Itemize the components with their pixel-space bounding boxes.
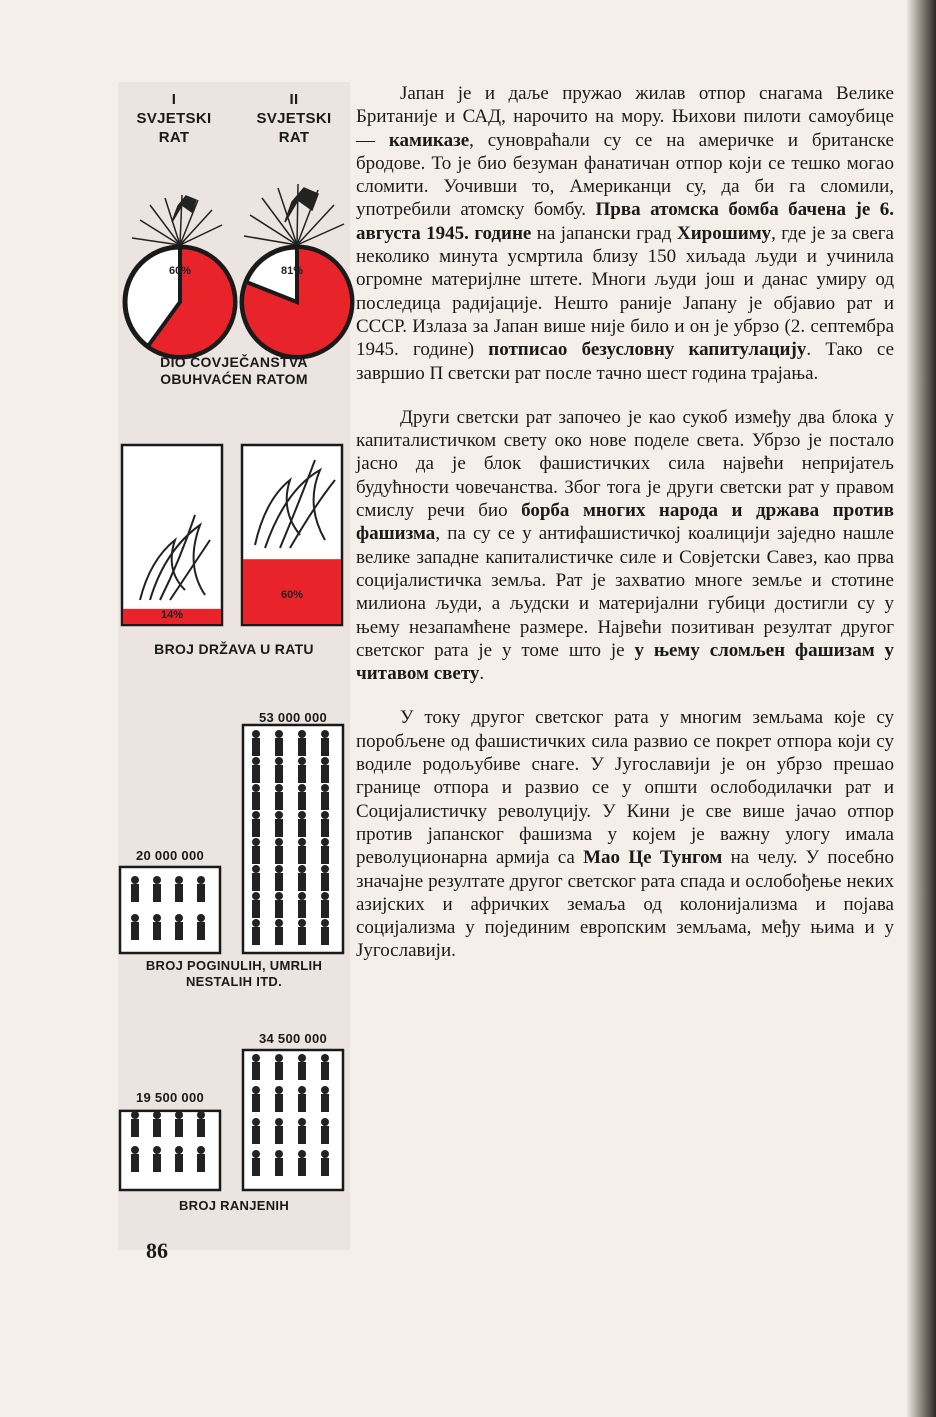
figure-head xyxy=(252,1118,260,1126)
dead-value-1: 20 000 000 xyxy=(135,848,205,863)
paragraph-2 xyxy=(356,406,894,686)
figure-body xyxy=(275,846,283,864)
figure-head xyxy=(298,1150,306,1158)
figure-body xyxy=(275,1158,283,1176)
figure-head xyxy=(175,1111,183,1119)
wounded-value-1: 19 500 000 xyxy=(135,1090,205,1105)
figure-body xyxy=(275,927,283,945)
bold-run-1: камиказе xyxy=(388,129,470,151)
pie-2-label: 81% xyxy=(280,265,304,277)
figure-body xyxy=(275,1062,283,1080)
bold-run-3: Прва атомска бомба бачена је 6. августа 1945. године xyxy=(356,199,895,244)
figure-body xyxy=(252,792,260,810)
figure-head xyxy=(252,784,260,792)
figure-head xyxy=(131,914,139,922)
figure-head xyxy=(321,919,329,927)
figure-head xyxy=(175,1146,183,1154)
figure-head xyxy=(197,876,205,884)
figure-head xyxy=(298,865,306,873)
figure-body xyxy=(321,819,329,837)
figure-head xyxy=(275,919,283,927)
figure-body xyxy=(275,819,283,837)
figure-body xyxy=(298,792,306,810)
figure-body xyxy=(275,873,283,891)
figure-body xyxy=(175,922,183,940)
figure-body xyxy=(153,922,161,940)
text-run-0: У току другог светског рата у многим земљама које су поробљене од фашистичких сила развио се покрет отпора који су водиле родољубиве снаге. У Југославији је он убрзо прешао границе отпора и развио се у општи ослободилачки рат и Социјалистичку револуцију. У Кини је све више јачао отпор против јапанског фашизма у коjем је важну улогу имала револуционарна армија са xyxy=(356,707,894,869)
figure-body xyxy=(275,900,283,918)
figure-body xyxy=(197,1119,205,1137)
figure-head xyxy=(252,757,260,765)
figure-head xyxy=(252,1086,260,1094)
figure-head xyxy=(298,892,306,900)
figure-body xyxy=(197,922,205,940)
figure-head xyxy=(131,876,139,884)
chart3-caption-line2: NESTALIH ITD. xyxy=(185,974,283,989)
figure-head xyxy=(275,865,283,873)
figure-head xyxy=(298,1054,306,1062)
text-run-8: . Тако се завршио П светски рат после тачно шест година трајања. xyxy=(356,339,894,384)
figure-body xyxy=(252,1062,260,1080)
bold-run-1: борба многих народа и држава против фашизма xyxy=(356,500,895,545)
figure-body xyxy=(321,1062,329,1080)
figure-head xyxy=(252,1054,260,1062)
page-edge-shadow xyxy=(906,0,936,1417)
figure-body xyxy=(298,1062,306,1080)
text-run-0: Јапан је и даље пружао жилав отпор снагама Велике Британије и САД, нарочито на мору. Њихови пилоти самоубице — xyxy=(356,83,894,151)
figure-body xyxy=(252,738,260,756)
figure-head xyxy=(131,1111,139,1119)
figure-head xyxy=(252,865,260,873)
bold-run-5: Хирошиму xyxy=(676,222,772,244)
figure-head xyxy=(321,838,329,846)
figure-head xyxy=(275,757,283,765)
explosion-icon-2 xyxy=(244,184,344,245)
figure-body xyxy=(321,927,329,945)
figure-head xyxy=(298,811,306,819)
text-run-2: на челу. У посебно значајне резултате другог светског рата спада и ослобођење неких азијских и афричких земаља од колонијализма и појава социјализма у појединим европским земљама, међу њима и у Југославији. xyxy=(356,847,894,962)
figure-head xyxy=(275,892,283,900)
figure-body xyxy=(131,1119,139,1137)
figure-body xyxy=(153,1119,161,1137)
figure-body xyxy=(252,1126,260,1144)
figure-head xyxy=(298,919,306,927)
figure-head xyxy=(321,1054,329,1062)
figure-body xyxy=(298,1094,306,1112)
figure-head xyxy=(321,784,329,792)
bar-2-label: 60% xyxy=(280,589,304,601)
figure-head xyxy=(275,811,283,819)
figure-head xyxy=(252,838,260,846)
col2-word: SVJETSKI xyxy=(256,110,332,127)
figure-head xyxy=(252,730,260,738)
bold-run-3: у њему сломљен фашизам у читавом свету xyxy=(356,639,894,685)
bar-1-label: 14% xyxy=(160,609,184,621)
chart1-caption xyxy=(118,354,350,388)
figure-body xyxy=(252,819,260,837)
figure-head xyxy=(321,757,329,765)
chart2-caption: BROJ DRŽAVA U RATU xyxy=(154,641,314,657)
figure-head xyxy=(197,914,205,922)
figure-body xyxy=(252,765,260,783)
figure-body xyxy=(321,765,329,783)
figure-body xyxy=(275,792,283,810)
figure-body xyxy=(275,1094,283,1112)
figure-body xyxy=(298,927,306,945)
chart1-caption-line1: DIO ČOVJEČANSTVA xyxy=(160,354,308,370)
figure-head xyxy=(298,838,306,846)
figure-head xyxy=(153,1146,161,1154)
col2-numeral: II xyxy=(289,91,299,108)
figure-head xyxy=(275,730,283,738)
figure-body xyxy=(298,1158,306,1176)
figure-head xyxy=(275,1150,283,1158)
figure-body xyxy=(321,873,329,891)
text-run-4: . xyxy=(479,663,485,685)
figure-head xyxy=(298,757,306,765)
figure-head xyxy=(275,838,283,846)
figure-body xyxy=(175,1119,183,1137)
figure-head xyxy=(197,1111,205,1119)
figure-body xyxy=(298,1126,306,1144)
figure-body xyxy=(298,846,306,864)
dead-value-2: 53 000 000 xyxy=(258,710,328,725)
figure-body xyxy=(321,846,329,864)
figure-body xyxy=(252,1158,260,1176)
figure-body xyxy=(298,900,306,918)
figure-body xyxy=(252,873,260,891)
figure-body xyxy=(298,819,306,837)
figure-head xyxy=(197,1146,205,1154)
text-run-2: , па су се у антифашистичкој коалицији заједно нашле велике западне капиталистичке силе и Совјетски Савез, као прва социјалистичка земља. Рат је захватио многе земље и стотине милиона људи, а људски и материјални губици достигли су у њему незапамћене размере. Највећи позитиван резултат другог светског рата је у томе што је xyxy=(356,523,894,661)
col1-numeral: I xyxy=(171,91,177,108)
figure-head xyxy=(321,892,329,900)
figure-body xyxy=(252,900,260,918)
figure-head xyxy=(175,914,183,922)
figure-head xyxy=(153,914,161,922)
pie-1-label: 60% xyxy=(168,265,192,277)
figure-head xyxy=(321,730,329,738)
figure-head xyxy=(298,1118,306,1126)
figure-head xyxy=(252,892,260,900)
text-run-4: на јапански град xyxy=(531,222,677,244)
col1-word: SVJETSKI xyxy=(136,110,212,127)
figure-body xyxy=(275,738,283,756)
figure-head xyxy=(153,876,161,884)
figure-body xyxy=(298,873,306,891)
figure-body xyxy=(321,738,329,756)
figure-body xyxy=(175,884,183,902)
figure-body xyxy=(298,738,306,756)
figure-body xyxy=(153,1154,161,1172)
chart4-caption: BROJ RANJENIH xyxy=(178,1198,290,1213)
figure-body xyxy=(321,1158,329,1176)
figure-body xyxy=(175,1154,183,1172)
col1-word2: RAT xyxy=(158,129,190,146)
figure-head xyxy=(275,784,283,792)
chart3-caption-line1: BROJ POGINULIH, UMRLIH xyxy=(145,958,323,973)
figure-body xyxy=(275,1126,283,1144)
figure-head xyxy=(252,811,260,819)
text-run-0: Други светски рат започео је као сукоб између два блока у капиталистичком свету око нове поделе света. Убрзо је постало јасно да је блок фашистичких сила највећи непријатељ будућности човечанства. Због тога је други светски рат у правом смислу речи био xyxy=(356,406,894,522)
chart1-caption-line2: OBUHVAĆEN RATOM xyxy=(160,371,308,387)
figure-body xyxy=(321,1094,329,1112)
paragraph-1 xyxy=(356,82,894,385)
figure-head xyxy=(131,1146,139,1154)
figure-head xyxy=(298,730,306,738)
text-run-2: , суновраћали су се на америчке и британске бродове. То је био безуман фанатичан отпор који се тешко могао сломити. Уочивши то, Американци су, да би га сломили, употребили атомску бомбу. xyxy=(356,129,894,221)
figure-body xyxy=(153,884,161,902)
figure-body xyxy=(321,1126,329,1144)
chart3-caption xyxy=(118,958,350,990)
figure-head xyxy=(275,1086,283,1094)
page-number: 86 xyxy=(146,1238,168,1263)
figure-body xyxy=(197,884,205,902)
paragraph-3 xyxy=(356,706,894,962)
figure-head xyxy=(321,1086,329,1094)
figure-head xyxy=(252,919,260,927)
figure-head xyxy=(321,1150,329,1158)
figure-body xyxy=(321,900,329,918)
figure-body xyxy=(252,1094,260,1112)
figure-head xyxy=(275,1054,283,1062)
explosion-icon-1 xyxy=(132,195,222,245)
figure-body xyxy=(275,765,283,783)
figure-body xyxy=(252,927,260,945)
figure-body xyxy=(131,884,139,902)
figure-head xyxy=(275,1118,283,1126)
figure-head xyxy=(298,784,306,792)
figure-head xyxy=(298,1086,306,1094)
wounded-value-2: 34 500 000 xyxy=(258,1031,328,1046)
bold-run-7: потписао безусловну капитулацију xyxy=(488,339,807,361)
body-text xyxy=(356,82,894,984)
figure-body xyxy=(131,1154,139,1172)
figure-body xyxy=(298,765,306,783)
figure-body xyxy=(321,792,329,810)
figure-head xyxy=(153,1111,161,1119)
figure-head xyxy=(175,876,183,884)
bold-run-1: Мао Це Тунгом xyxy=(583,847,723,869)
figure-body xyxy=(252,846,260,864)
figure-head xyxy=(252,1150,260,1158)
figure-head xyxy=(321,865,329,873)
text-run-6: , где је за свега неколико минута усмртила близу 150 хиљада људи и учинила огромне материјлне штете. Многи људи још и данас умиру од последица радијације. Нешто раније Јапану је објавио рат и СССР. Излаза за Јапан више није било и он је убрзо (2. септембра 1945. године) xyxy=(356,222,894,361)
col2-word2: RAT xyxy=(278,129,310,146)
figure-head xyxy=(321,1118,329,1126)
figure-body xyxy=(131,922,139,940)
figure-head xyxy=(321,811,329,819)
figure-body xyxy=(197,1154,205,1172)
